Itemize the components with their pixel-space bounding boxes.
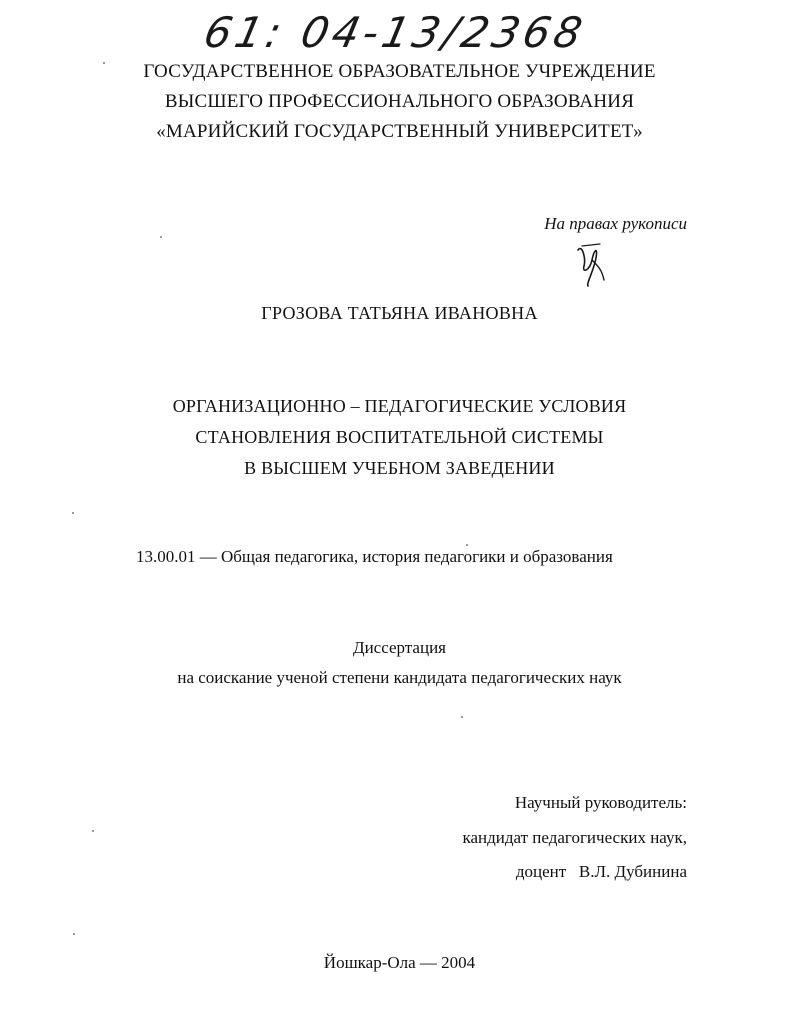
- institution-line-3: «МАРИЙСКИЙ ГОСУДАРСТВЕННЫЙ УНИВЕРСИТЕТ»: [156, 121, 643, 142]
- specialty-code: 13.00.01 — Общая педагогика, история педагогики и образования: [136, 547, 613, 566]
- author-name: ГРОЗОВА ТАТЬЯНА ИВАНОВНА: [261, 303, 538, 323]
- institution-line-2: ВЫСШЕГО ПРОФЕССИОНАЛЬНОГО ОБРАЗОВАНИЯ: [164, 91, 635, 112]
- supervisor-degree: кандидат педагогических наук,: [462, 828, 687, 847]
- degree-line: на соискание ученой степени кандидата педагогических наук: [177, 668, 622, 687]
- title-line-1: ОРГАНИЗАЦИОННО – ПЕДАГОГИЧЕСКИЕ УСЛОВИЯ: [172, 396, 627, 416]
- title-line-3: В ВЫСШЕМ УЧЕБНОМ ЗАВЕДЕНИИ: [244, 458, 555, 478]
- institution-header: [0, 57, 799, 147]
- scan-speck: [103, 62, 105, 64]
- scan-speck: [160, 236, 162, 238]
- supervisor-heading: Научный руководитель:: [514, 793, 687, 812]
- city-year: Йошкар-Ола — 2004: [323, 953, 476, 972]
- title-line-2: СТАНОВЛЕНИЯ ВОСПИТАТЕЛЬНОЙ СИСТЕМЫ: [195, 427, 604, 447]
- dissertation-title: [0, 391, 799, 484]
- manuscript-note: На правах рукописи: [544, 214, 687, 233]
- scan-speck: [461, 716, 463, 718]
- scan-speck: [92, 830, 94, 832]
- archive-mark: 61: 04-13/2368: [199, 8, 591, 57]
- signature: [572, 240, 608, 293]
- scan-speck: [466, 544, 468, 546]
- dissertation-label: Диссертация: [352, 638, 446, 657]
- scan-speck: [72, 512, 74, 514]
- dissertation-block: [0, 633, 799, 693]
- supervisor-name: доцент В.Л. Дубинина: [515, 862, 687, 881]
- institution-line-1: ГОСУДАРСТВЕННОЕ ОБРАЗОВАТЕЛЬНОЕ УЧРЕЖДЕНИЕ: [143, 61, 656, 82]
- scan-speck: [73, 933, 75, 935]
